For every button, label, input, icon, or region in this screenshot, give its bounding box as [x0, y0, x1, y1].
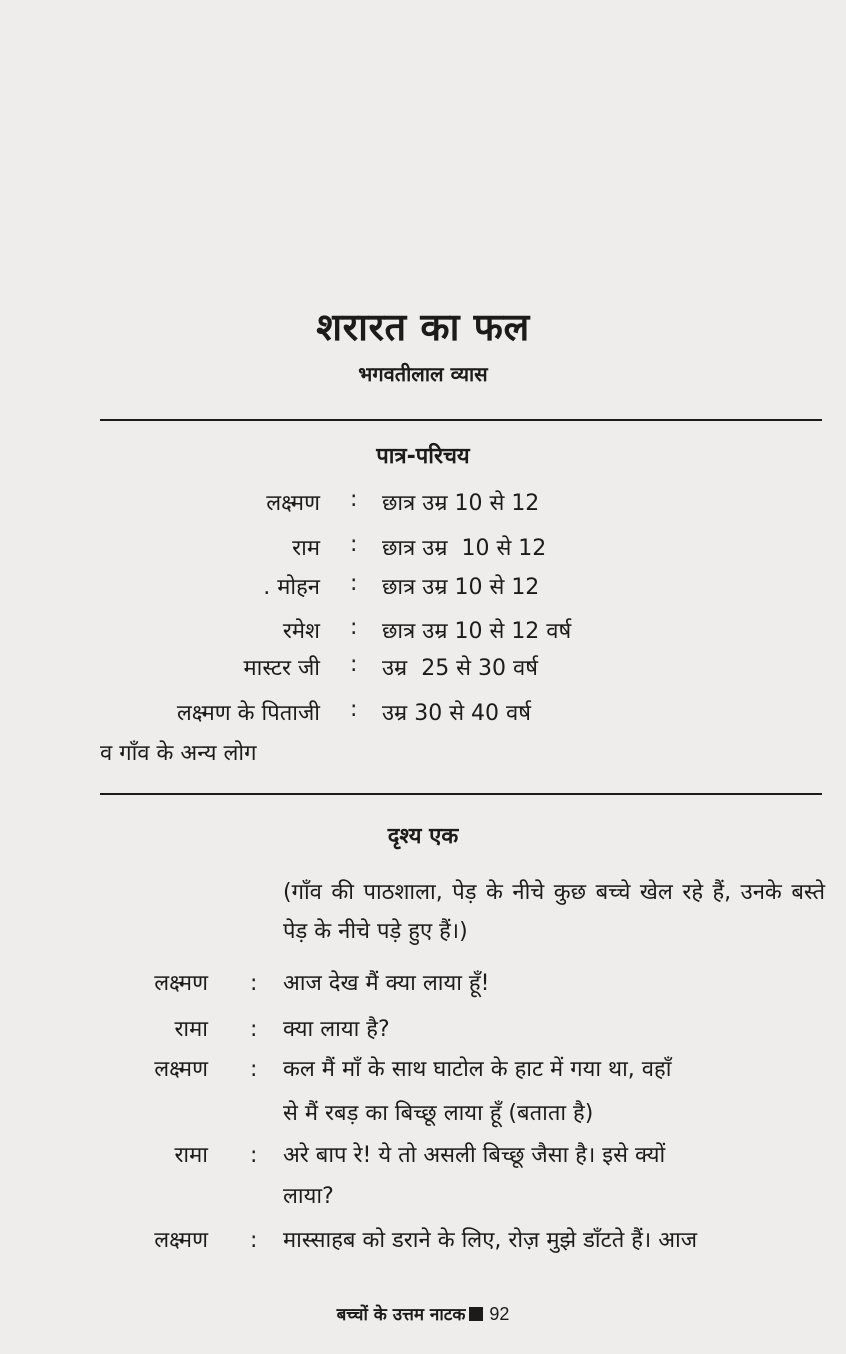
cast-heading: पात्र-परिचय	[376, 444, 470, 469]
dialogue-line: मास्साहब को डराने के लिए, रोज़ मुझे डाँटते हैं। आज	[283, 1228, 698, 1253]
cast-name: . मोहन	[263, 575, 320, 600]
cast-row	[0, 532, 846, 576]
page-footer	[0, 1302, 846, 1325]
scene-heading: दृश्य एक	[387, 824, 459, 849]
cast-desc: उम्र 25 से 30 वर्ष	[382, 656, 538, 681]
cast-row	[0, 571, 846, 615]
cast-desc: छात्र उम्र 10 से 12	[382, 575, 540, 600]
dialogue-line: कल मैं माँ के साथ घाटोल के हाट में गया था, वहाँ	[283, 1057, 672, 1082]
speaker-name: रामा	[174, 1017, 208, 1042]
divider-top	[100, 419, 822, 421]
cast-name: राम	[292, 536, 320, 561]
cast-name: लक्ष्मण के पिताजी	[176, 701, 320, 726]
cast-colon: :	[350, 571, 358, 596]
dialogue-line: लाया?	[283, 1184, 334, 1209]
speaker-name: लक्ष्मण	[154, 971, 208, 996]
cast-name: रमेश	[282, 619, 320, 644]
cast-colon: :	[350, 532, 358, 557]
speaker-name: लक्ष्मण	[154, 1057, 208, 1082]
dialogue-colon: :	[250, 1143, 258, 1168]
cast-extra: व गाँव के अन्य लोग	[100, 741, 257, 766]
cast-row	[0, 487, 846, 531]
cast-row	[0, 697, 846, 741]
dialogue-line: क्या लाया है?	[283, 1017, 390, 1042]
cast-row	[0, 652, 846, 696]
dialogue-colon: :	[250, 1057, 258, 1082]
dialogue-line: से मैं रबड़ का बिच्छू लाया हूँ (बताता है)	[283, 1101, 594, 1126]
cast-colon: :	[350, 652, 358, 677]
stage-direction: (गाँव की पाठशाला, पेड़ के नीचे कुछ बच्चे खेल रहे हैं, उनके बस्ते पेड़ के नीचे पड़े हुए हैं।)	[283, 880, 825, 944]
author-name: भगवतीलाल व्यास	[358, 362, 488, 386]
cast-desc: छात्र उम्र 10 से 12 वर्ष	[382, 619, 572, 644]
dialogue-colon: :	[250, 1228, 258, 1253]
cast-desc: उम्र 30 से 40 वर्ष	[382, 701, 531, 726]
dialogue-line: अरे बाप रे! ये तो असली बिच्छू जैसा है। इसे क्यों	[283, 1143, 666, 1168]
cast-name: लक्ष्मण	[266, 491, 320, 516]
play-title: शरारत का फल	[316, 305, 530, 349]
square-bullet-icon	[469, 1307, 483, 1321]
dialogue-colon: :	[250, 1017, 258, 1042]
page-number: 92	[489, 1304, 510, 1324]
cast-colon: :	[350, 615, 358, 640]
cast-desc: छात्र उम्र 10 से 12	[382, 491, 540, 516]
dialogue-colon: :	[250, 971, 258, 996]
cast-colon: :	[350, 487, 358, 512]
cast-desc: छात्र उम्र 10 से 12	[382, 536, 547, 561]
cast-name: मास्टर जी	[243, 656, 320, 681]
book-title: बच्चों के उत्तम नाटक	[336, 1305, 466, 1325]
speaker-name: लक्ष्मण	[154, 1228, 208, 1253]
dialogue-line: आज देख मैं क्या लाया हूँ!	[283, 971, 490, 996]
cast-colon: :	[350, 697, 358, 722]
divider-bottom	[100, 793, 822, 795]
speaker-name: रामा	[174, 1143, 208, 1168]
